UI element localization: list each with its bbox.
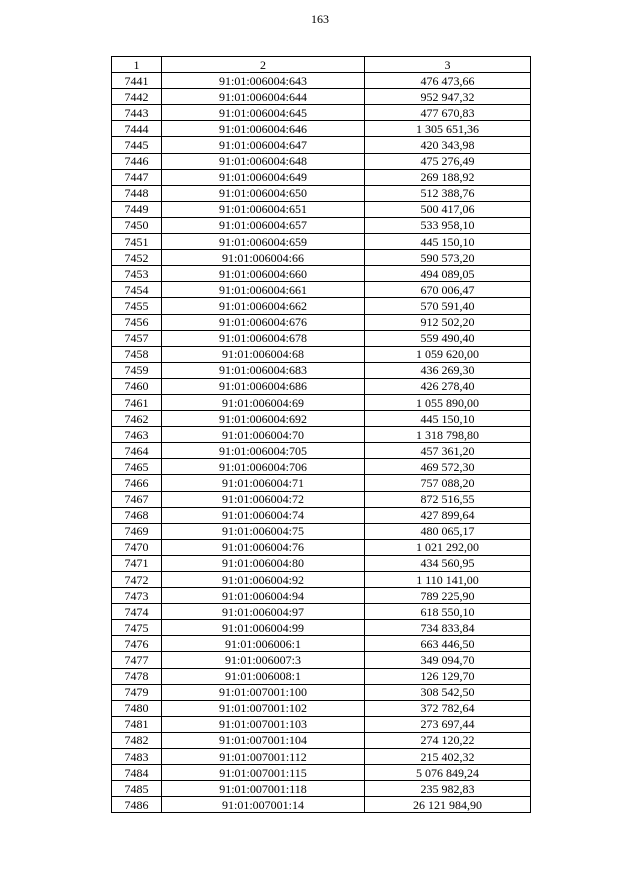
value-cell: 1 021 292,00 [365,539,531,555]
value-cell: 480 065,17 [365,523,531,539]
table-row [112,282,531,298]
row-number-cell: 7467 [112,491,162,507]
value-cell: 670 006,47 [365,282,531,298]
value-cell: 476 473,66 [365,73,531,89]
cadastral-number-cell: 91:01:006004:661 [162,282,365,298]
table-row [112,523,531,539]
table-row [112,668,531,684]
cadastral-number-cell: 91:01:006004:659 [162,234,365,250]
value-cell: 274 120,22 [365,732,531,748]
value-cell: 663 446,50 [365,636,531,652]
row-number-cell: 7444 [112,121,162,137]
table-row [112,427,531,443]
row-number-cell: 7451 [112,234,162,250]
row-number-cell: 7455 [112,298,162,314]
cadastral-number-cell: 91:01:007001:14 [162,797,365,813]
table-row [112,491,531,507]
cadastral-number-cell: 91:01:006004:647 [162,137,365,153]
table-row [112,555,531,571]
value-cell: 434 560,95 [365,555,531,571]
cadastral-number-cell: 91:01:006004:69 [162,394,365,410]
row-number-cell: 7485 [112,781,162,797]
table-row [112,588,531,604]
column-header-3: 3 [365,57,531,73]
row-number-cell: 7460 [112,378,162,394]
value-cell: 126 129,70 [365,668,531,684]
table-row [112,572,531,588]
row-number-cell: 7442 [112,89,162,105]
table-row [112,185,531,201]
page-number: 163 [311,12,329,26]
cadastral-number-cell: 91:01:006004:648 [162,153,365,169]
table-row [112,443,531,459]
cadastral-number-cell: 91:01:006004:99 [162,620,365,636]
table-row [112,153,531,169]
table-row [112,73,531,89]
row-number-cell: 7453 [112,266,162,282]
value-cell: 445 150,10 [365,234,531,250]
cadastral-number-cell: 91:01:006004:68 [162,346,365,362]
table-row [112,459,531,475]
row-number-cell: 7456 [112,314,162,330]
value-cell: 477 670,83 [365,105,531,121]
value-cell: 872 516,55 [365,491,531,507]
row-number-cell: 7466 [112,475,162,491]
cadastral-number-cell: 91:01:006004:678 [162,330,365,346]
value-cell: 533 958,10 [365,217,531,233]
value-cell: 215 402,32 [365,749,531,765]
value-cell: 436 269,30 [365,362,531,378]
table-row [112,330,531,346]
value-cell: 512 388,76 [365,185,531,201]
row-number-cell: 7447 [112,169,162,185]
cadastral-number-cell: 91:01:007001:104 [162,732,365,748]
value-cell: 757 088,20 [365,475,531,491]
row-number-cell: 7458 [112,346,162,362]
value-cell: 427 899,64 [365,507,531,523]
row-number-cell: 7480 [112,700,162,716]
table-row [112,346,531,362]
value-cell: 475 276,49 [365,153,531,169]
cadastral-number-cell: 91:01:006004:80 [162,555,365,571]
column-header-1: 1 [112,57,162,73]
value-cell: 349 094,70 [365,652,531,668]
row-number-cell: 7482 [112,732,162,748]
value-cell: 372 782,64 [365,700,531,716]
value-cell: 494 089,05 [365,266,531,282]
row-number-cell: 7486 [112,797,162,813]
row-number-cell: 7484 [112,765,162,781]
row-number-cell: 7443 [112,105,162,121]
cadastral-number-cell: 91:01:007001:112 [162,749,365,765]
value-cell: 590 573,20 [365,250,531,266]
row-number-cell: 7464 [112,443,162,459]
table-row [112,217,531,233]
table-row [112,234,531,250]
value-cell: 559 490,40 [365,330,531,346]
row-number-cell: 7474 [112,604,162,620]
value-cell: 618 550,10 [365,604,531,620]
value-cell: 26 121 984,90 [365,797,531,813]
cadastral-number-cell: 91:01:006004:66 [162,250,365,266]
value-cell: 912 502,20 [365,314,531,330]
value-cell: 5 076 849,24 [365,765,531,781]
row-number-cell: 7483 [112,749,162,765]
cadastral-number-cell: 91:01:006004:676 [162,314,365,330]
row-number-cell: 7445 [112,137,162,153]
table-row [112,732,531,748]
row-number-cell: 7473 [112,588,162,604]
row-number-cell: 7479 [112,684,162,700]
cadastral-number-cell: 91:01:006004:649 [162,169,365,185]
cadastral-number-cell: 91:01:006004:71 [162,475,365,491]
table-row [112,636,531,652]
value-cell: 445 150,10 [365,411,531,427]
table-row [112,89,531,105]
row-number-cell: 7461 [112,394,162,410]
cadastral-number-cell: 91:01:006004:650 [162,185,365,201]
cadastral-number-cell: 91:01:007001:103 [162,716,365,732]
row-number-cell: 7448 [112,185,162,201]
row-number-cell: 7478 [112,668,162,684]
row-number-cell: 7476 [112,636,162,652]
cadastral-number-cell: 91:01:006004:643 [162,73,365,89]
value-cell: 1 059 620,00 [365,346,531,362]
value-cell: 420 343,98 [365,137,531,153]
table-row [112,781,531,797]
row-number-cell: 7446 [112,153,162,169]
value-cell: 570 591,40 [365,298,531,314]
value-cell: 269 188,92 [365,169,531,185]
row-number-cell: 7450 [112,217,162,233]
cadastral-number-cell: 91:01:006004:92 [162,572,365,588]
cadastral-number-cell: 91:01:006004:686 [162,378,365,394]
cadastral-number-cell: 91:01:006004:644 [162,89,365,105]
cadastral-number-cell: 91:01:006004:76 [162,539,365,555]
table-row [112,201,531,217]
table-row [112,604,531,620]
cadastral-number-cell: 91:01:006004:645 [162,105,365,121]
row-number-cell: 7472 [112,572,162,588]
cadastral-number-cell: 91:01:006008:1 [162,668,365,684]
value-cell: 308 542,50 [365,684,531,700]
row-number-cell: 7477 [112,652,162,668]
table-row [112,121,531,137]
row-number-cell: 7469 [112,523,162,539]
row-number-cell: 7462 [112,411,162,427]
value-cell: 1 055 890,00 [365,394,531,410]
value-cell: 500 417,06 [365,201,531,217]
table-row [112,716,531,732]
value-cell: 789 225,90 [365,588,531,604]
cadastral-number-cell: 91:01:006004:72 [162,491,365,507]
table-row [112,620,531,636]
value-cell: 469 572,30 [365,459,531,475]
table-row [112,169,531,185]
value-cell: 952 947,32 [365,89,531,105]
table-row [112,394,531,410]
table-row [112,684,531,700]
table-row [112,507,531,523]
table-row [112,250,531,266]
table-row [112,652,531,668]
value-cell: 273 697,44 [365,716,531,732]
value-cell: 426 278,40 [365,378,531,394]
value-cell: 235 982,83 [365,781,531,797]
table-row [112,266,531,282]
cadastral-number-cell: 91:01:006004:705 [162,443,365,459]
row-number-cell: 7449 [112,201,162,217]
cadastral-number-cell: 91:01:006004:94 [162,588,365,604]
row-number-cell: 7454 [112,282,162,298]
cadastral-number-cell: 91:01:006004:75 [162,523,365,539]
cadastral-number-cell: 91:01:006004:646 [162,121,365,137]
table-row [112,378,531,394]
value-cell: 734 833,84 [365,620,531,636]
table-row [112,105,531,121]
cadastral-number-cell: 91:01:006004:70 [162,427,365,443]
cadastral-number-cell: 91:01:006004:657 [162,217,365,233]
table-row [112,749,531,765]
table-row [112,314,531,330]
row-number-cell: 7470 [112,539,162,555]
table-row [112,539,531,555]
cadastral-number-cell: 91:01:006004:662 [162,298,365,314]
cadastral-number-cell: 91:01:006004:683 [162,362,365,378]
row-number-cell: 7441 [112,73,162,89]
row-number-cell: 7481 [112,716,162,732]
value-cell: 1 110 141,00 [365,572,531,588]
cadastral-number-cell: 91:01:007001:100 [162,684,365,700]
value-cell: 1 318 798,80 [365,427,531,443]
cadastral-number-cell: 91:01:006007:3 [162,652,365,668]
cadastral-number-cell: 91:01:007001:115 [162,765,365,781]
registry-table [111,56,531,813]
row-number-cell: 7475 [112,620,162,636]
row-number-cell: 7471 [112,555,162,571]
table-row [112,765,531,781]
cadastral-number-cell: 91:01:006004:660 [162,266,365,282]
cadastral-number-cell: 91:01:006004:97 [162,604,365,620]
row-number-cell: 7463 [112,427,162,443]
cadastral-number-cell: 91:01:006004:651 [162,201,365,217]
table-row [112,298,531,314]
column-header-2: 2 [162,57,365,73]
table-body [112,73,531,813]
cadastral-number-cell: 91:01:007001:118 [162,781,365,797]
table-row [112,362,531,378]
cadastral-number-cell: 91:01:007001:102 [162,700,365,716]
row-number-cell: 7468 [112,507,162,523]
table-header-row [112,57,531,73]
row-number-cell: 7465 [112,459,162,475]
table-row [112,797,531,813]
value-cell: 1 305 651,36 [365,121,531,137]
table-row [112,411,531,427]
table-row [112,475,531,491]
cadastral-number-cell: 91:01:006004:706 [162,459,365,475]
table-row [112,137,531,153]
cadastral-number-cell: 91:01:006004:692 [162,411,365,427]
value-cell: 457 361,20 [365,443,531,459]
row-number-cell: 7459 [112,362,162,378]
cadastral-number-cell: 91:01:006006:1 [162,636,365,652]
table-row [112,700,531,716]
row-number-cell: 7452 [112,250,162,266]
cadastral-number-cell: 91:01:006004:74 [162,507,365,523]
row-number-cell: 7457 [112,330,162,346]
